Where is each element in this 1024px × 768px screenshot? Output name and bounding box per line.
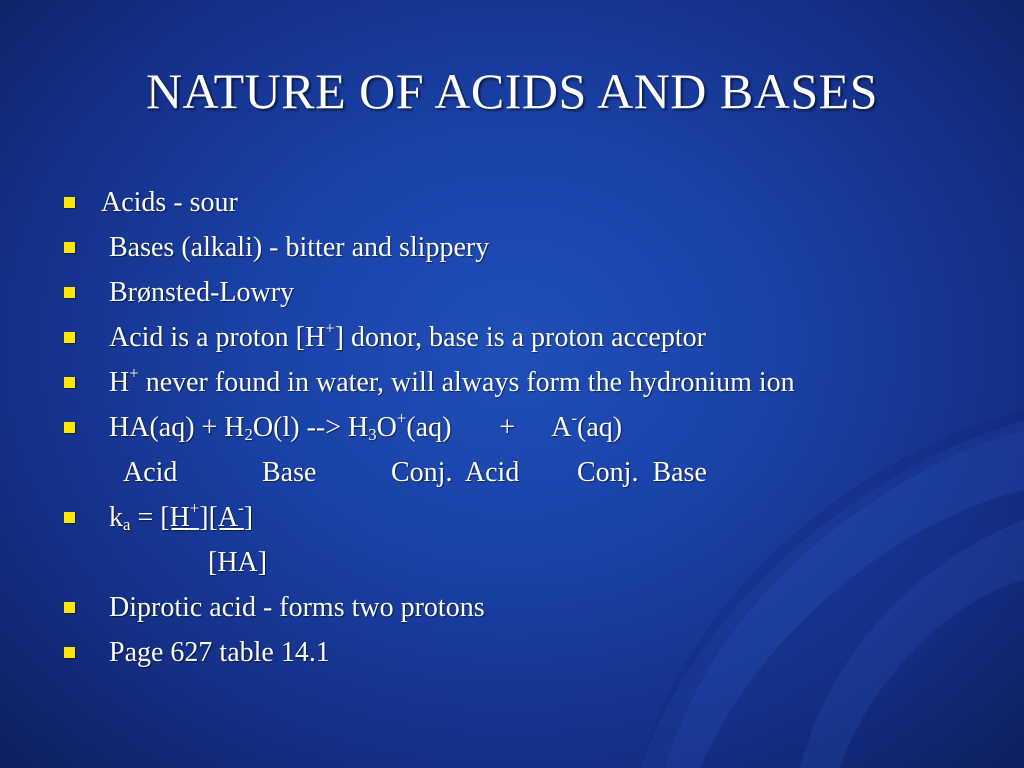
bullet-text-bronsted: Brønsted-Lowry <box>109 277 295 308</box>
bullet-text-equation: $HA(aq) + H_2O(l)$ --> $H_3O^+(aq) + A^-(aq)$ <box>109 408 623 445</box>
square-bullet-icon <box>64 647 75 658</box>
bullet-text-page-reference: Page 627 table 14.1 <box>109 637 330 668</box>
ka-denominator-row <box>60 543 1000 588</box>
bullet-text-ka: $k_a = [H^+][A^-]$ <box>109 498 254 535</box>
bullet-list <box>60 183 1000 678</box>
square-bullet-icon <box>64 422 75 433</box>
list-item <box>60 273 1000 318</box>
role-base: Base <box>262 457 317 488</box>
slide-title: NATURE OF ACIDS AND BASES <box>145 63 879 119</box>
square-bullet-icon <box>64 602 75 613</box>
bullet-text-diprotic: Diprotic acid - forms two protons <box>109 592 485 623</box>
list-item <box>60 408 1000 453</box>
list-item <box>60 633 1000 678</box>
bullet-text-acid-definition: Acid is a proton [H+] donor, base is a proton acceptor <box>109 318 706 353</box>
list-item <box>60 588 1000 633</box>
equation-roles-row <box>60 453 1000 498</box>
ka-denominator: [HA] <box>208 547 268 578</box>
list-item <box>60 183 1000 228</box>
square-bullet-icon <box>64 512 75 523</box>
list-item <box>60 228 1000 273</box>
square-bullet-icon <box>64 332 75 343</box>
role-conj-base: Conj. Base <box>577 457 707 488</box>
square-bullet-icon <box>64 242 75 253</box>
square-bullet-icon <box>64 287 75 298</box>
ka-numerator: [H+][A-] <box>160 498 254 533</box>
role-conj-acid: Conj. Acid <box>391 457 520 488</box>
square-bullet-icon <box>64 377 75 388</box>
bullet-text-acids: Acids - sour <box>101 187 238 218</box>
role-acid: Acid <box>123 457 178 488</box>
bullet-text-bases: Bases (alkali) - bitter and slippery <box>109 232 490 263</box>
list-item <box>60 498 1000 543</box>
square-bullet-icon <box>64 197 75 208</box>
list-item <box>60 318 1000 363</box>
list-item <box>60 363 1000 408</box>
bullet-text-hydronium: H+ never found in water, will always form the hydronium ion <box>109 363 795 398</box>
